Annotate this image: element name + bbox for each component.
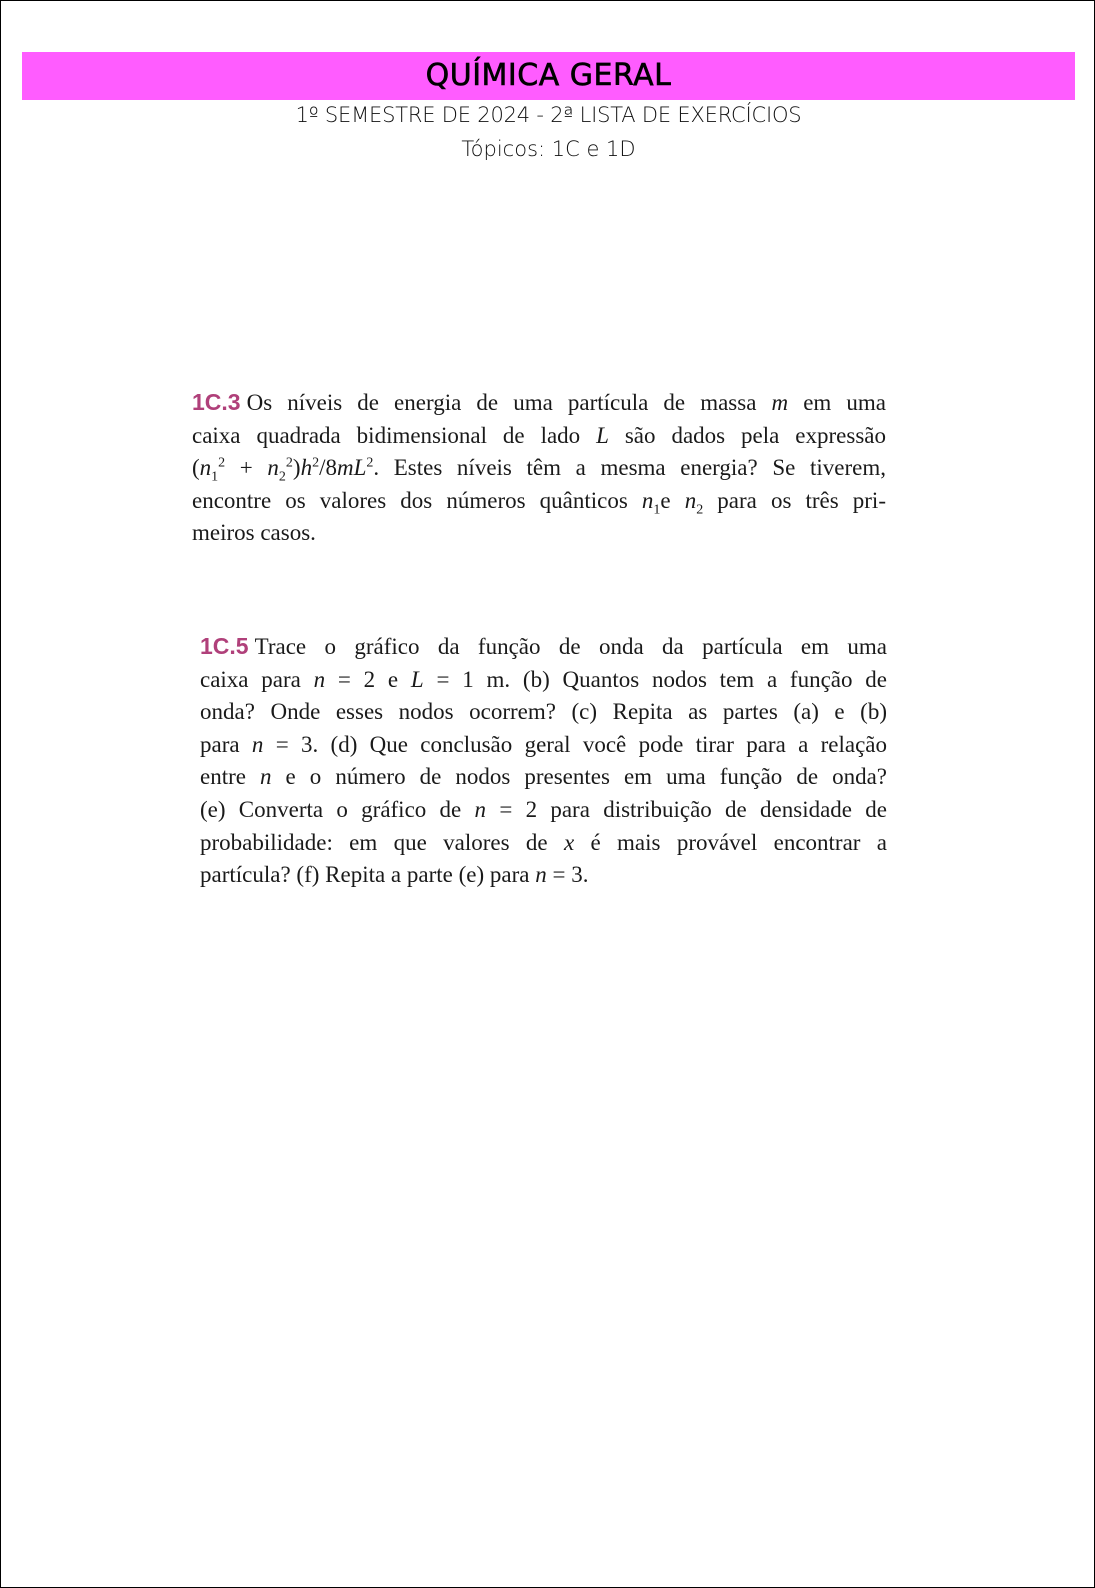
title-banner [22, 52, 1075, 100]
page-subtitle: 1º SEMESTRE DE 2024 - 2ª LISTA DE EXERCÍCIOS [295, 103, 802, 127]
problem-text-line: para n = 3. (d) Que conclusão geral você pode tirar para a relação [200, 731, 887, 757]
problem-text-line: entre n e o número de nodos presentes em uma função de onda? [200, 764, 888, 790]
problem-number: 1C.5 [200, 633, 249, 659]
problem-text-line: probabilidade: em que valores de x é mais provável encontrar a [200, 829, 887, 855]
problem-text-line: caixa quadrada bidimensional de lado L são dados pela expressão [192, 422, 886, 448]
problem-text-line: $(n_1^2 + n_2^2)h^2/8mL^2$. Estes níveis têm a mesma energia? Se tiverem, [192, 455, 886, 485]
problem-text-line: caixa para n = 2 e L = 1 m. (b) Quantos nodos tem a função de [200, 666, 887, 692]
problem-text-line: onda? Onde esses nodos ocorrem? (c) Repita as partes (a) e (b) [200, 699, 887, 725]
problem-text-line: 1C.5 Trace o gráfico da função de onda da partícula em uma [200, 633, 887, 659]
page-title: QUÍMICA GERAL [425, 58, 672, 93]
problem-text-line: meiros casos. [192, 520, 316, 546]
problem-text-line: partícula? (f) Repita a parte (e) para n = 3. [200, 862, 589, 888]
topics-line: Tópicos: 1C e 1D [461, 137, 636, 161]
problem-number: 1C.3 [192, 389, 241, 415]
problem-text-line: (e) Converta o gráfico de n = 2 para distribuição de densidade de [200, 796, 887, 822]
problem-1c5 [200, 630, 887, 892]
problem-text-line: 1C.3 Os níveis de energia de uma partícula de massa m em uma [192, 389, 886, 415]
problem-1c3 [192, 386, 886, 550]
problem-text-line: encontre os valores dos números quânticos $n_1e$ $n_2$ para os três pri- [192, 487, 886, 518]
